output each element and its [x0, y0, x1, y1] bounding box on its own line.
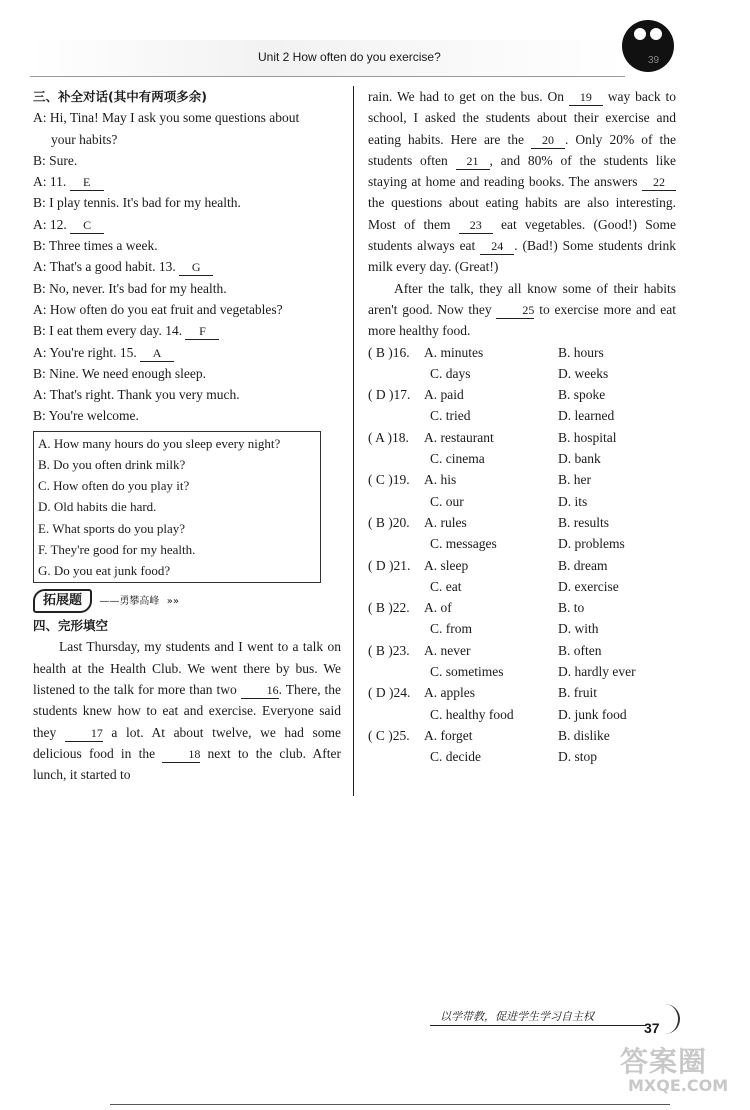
- question-row-2: [368, 363, 676, 384]
- dialog-text: A: That's a good habit. 13.: [33, 259, 176, 275]
- answer-mark: ( A ): [368, 429, 393, 445]
- dialog-text: B: You're welcome.: [33, 408, 139, 424]
- question-row-2: [368, 576, 676, 597]
- banner-tag: 拓展题: [33, 589, 92, 613]
- answer-mark: ( D ): [368, 557, 394, 573]
- option-item: D. Old habits die hard.: [38, 499, 157, 515]
- option-item: A. How many hours do you sleep every night?: [38, 435, 281, 451]
- question-row: [368, 384, 676, 405]
- question-answer: [368, 725, 424, 746]
- section-4-title: 四、完形填空: [33, 618, 109, 634]
- question-row: [368, 469, 676, 490]
- option-c: C. healthy food: [430, 706, 514, 722]
- watermark-url: MXQE.COM: [628, 1076, 729, 1095]
- question-answer: [368, 342, 424, 363]
- option-a: A. sleep: [424, 557, 469, 573]
- question-row: [368, 640, 676, 661]
- option-a: A. restaurant: [424, 429, 494, 445]
- question-answer: [368, 384, 424, 405]
- option-d: D. problems: [558, 536, 625, 552]
- dialog: [33, 107, 341, 426]
- option-d: D. exercise: [558, 578, 619, 594]
- extension-banner: [33, 589, 341, 615]
- question-answer: [368, 512, 424, 533]
- option-a: A. rules: [424, 514, 467, 530]
- cloze-blank: 25: [496, 303, 534, 319]
- option-c: C. from: [430, 621, 472, 637]
- dialog-text: B: Nine. We need enough sleep.: [33, 365, 206, 381]
- footer-slogan: 以学带教，促进学生学习自主权: [440, 1010, 594, 1023]
- question-row: [368, 597, 676, 618]
- cloze-blank: 22: [642, 175, 676, 191]
- passage-text: , and 80% of the students like staying at home and reading books. The answers: [368, 152, 676, 190]
- passage-text: . There, the students knew how to eat and exercise. Everyone said they: [33, 682, 341, 740]
- question-row-2: [368, 746, 676, 767]
- option-c: C. sometimes: [430, 664, 504, 680]
- question-row-2: [368, 661, 676, 682]
- option-c: C. eat: [430, 578, 462, 594]
- right-column: [368, 86, 676, 768]
- cloze-blank: 19: [569, 90, 603, 106]
- passage-text: the questions about eating habits are also interesting. Most of them: [368, 195, 676, 232]
- option-b: B. her: [558, 472, 591, 488]
- dialog-line: [33, 299, 341, 320]
- passage-text: eat vegetables. (Good!) Some students always eat: [368, 216, 676, 254]
- dialog-text: your habits?: [51, 131, 118, 147]
- cloze-blank: 21: [456, 154, 490, 170]
- question-row-2: [368, 448, 676, 469]
- question-list: [368, 342, 676, 768]
- dialog-line: [33, 256, 341, 277]
- dialog-line: [33, 342, 341, 363]
- question-number: 21.: [393, 557, 411, 573]
- question-row: [368, 512, 676, 533]
- page-number: 37: [644, 1020, 660, 1036]
- option-c: C. tried: [430, 408, 471, 424]
- dialog-line: [33, 363, 341, 384]
- option-item: C. How often do you play it?: [38, 478, 190, 494]
- column-divider: [353, 86, 354, 796]
- question-row-2: [368, 704, 676, 725]
- passage-text: After the talk, they all know some of their habits aren't good. Now they: [368, 280, 676, 317]
- question-number: 24.: [393, 685, 411, 701]
- option-b: B. spoke: [558, 387, 606, 403]
- answer-blank: C: [70, 218, 104, 234]
- option-a: A. his: [424, 472, 457, 488]
- dialog-line: [33, 384, 341, 405]
- passage-text: rain. We had to get on the bus. On: [368, 89, 569, 104]
- option-item: F. They're good for my health.: [38, 541, 196, 557]
- cloze-blank: 20: [531, 133, 565, 149]
- question-number: 23.: [392, 642, 410, 658]
- question-row: [368, 342, 676, 363]
- option-b: B. dislike: [558, 727, 610, 743]
- question-number: 17.: [393, 387, 411, 403]
- option-b: B. to: [558, 600, 585, 616]
- answer-mark: ( B ): [368, 514, 393, 530]
- question-row: [368, 682, 676, 703]
- option-d: D. stop: [558, 749, 598, 765]
- question-number: 20.: [392, 514, 410, 530]
- watermark-brand: 答案圈: [620, 1045, 708, 1078]
- answer-mark: ( C ): [368, 472, 393, 488]
- dialog-text: B: I play tennis. It's bad for my health.: [33, 195, 241, 211]
- option-c: C. decide: [430, 749, 481, 765]
- passage-right-2: [368, 278, 676, 342]
- passage-text: Last Thursday, my students and I went to a talk on health at the Health Club. We went there by bus. We listened to the talk for more than two: [33, 639, 341, 698]
- option-d: D. learned: [558, 408, 615, 424]
- dialog-line: [33, 320, 341, 341]
- dialog-line: [33, 405, 341, 426]
- answer-blank: G: [179, 260, 213, 276]
- option-b: B. results: [558, 514, 610, 530]
- passage-left: [33, 636, 341, 785]
- question-number: 18.: [392, 429, 409, 445]
- dialog-text: A: 12.: [33, 216, 67, 232]
- chevrons-icon: »»: [166, 596, 180, 608]
- option-b: B. fruit: [558, 685, 597, 701]
- answer-blank: E: [70, 175, 104, 191]
- option-a: A. minutes: [424, 344, 484, 360]
- cloze-blank: 17: [65, 726, 103, 742]
- option-d: D. with: [558, 621, 599, 637]
- section-3-title: 三、补全对话(其中有两项多余): [33, 89, 207, 104]
- option-a: A. paid: [424, 387, 464, 403]
- dialog-text: A: That's right. Thank you very much.: [33, 387, 240, 403]
- left-column: [33, 86, 341, 786]
- option-c: C. our: [430, 493, 464, 509]
- footer-rule: [430, 1025, 645, 1026]
- dialog-text: B: Sure.: [33, 152, 78, 168]
- option-d: D. weeks: [558, 365, 609, 381]
- question-number: 25.: [392, 727, 410, 743]
- question-number: 16.: [392, 344, 410, 360]
- dialog-text: B: I eat them every day. 14.: [33, 323, 183, 339]
- page-badge: 39: [648, 55, 660, 66]
- question-row: [368, 427, 676, 448]
- question-number: 19.: [392, 472, 410, 488]
- option-c: C. cinema: [430, 451, 485, 467]
- cloze-blank: 23: [459, 218, 493, 234]
- passage-text: a lot. At about twelve, we had some delicious food in the: [33, 724, 341, 761]
- option-a: A. never: [424, 642, 471, 658]
- option-a: A. apples: [424, 685, 475, 701]
- dialog-line: [33, 171, 341, 192]
- option-item: E. What sports do you play?: [38, 520, 186, 536]
- passage-text: way back to school, I asked the students about their exercise and eating habits. Here are the: [368, 89, 676, 147]
- dialog-text: B: Three times a week.: [33, 238, 158, 254]
- option-d: D. hardly ever: [558, 664, 636, 680]
- dialog-text: A: You're right. 15.: [33, 344, 137, 360]
- unit-title: Unit 2 How often do you exercise?: [258, 50, 441, 64]
- question-row-2: [368, 491, 676, 512]
- dialog-line: [33, 278, 341, 299]
- question-row-2: [368, 405, 676, 426]
- option-d: D. its: [558, 493, 588, 509]
- options-box: [33, 431, 321, 583]
- option-item: G. Do you eat junk food?: [38, 562, 171, 578]
- question-row-2: [368, 618, 676, 639]
- passage-text: . Only 20% of the students often: [368, 131, 677, 168]
- question-answer: [368, 682, 424, 703]
- dialog-text: A: 11.: [33, 174, 67, 190]
- answer-mark: ( B ): [368, 642, 393, 658]
- passage-text: . (Bad!) Some students drink milk every day. (Great!): [368, 238, 676, 275]
- question-number: 22.: [392, 600, 410, 616]
- dialog-line: [33, 214, 341, 235]
- dialog-line: [33, 192, 341, 213]
- answer-blank: A: [140, 346, 174, 362]
- dialog-text: B: No, never. It's bad for my health.: [33, 280, 227, 296]
- option-d: D. junk food: [558, 706, 627, 722]
- option-b: B. dream: [558, 557, 608, 573]
- answer-mark: ( B ): [368, 600, 393, 616]
- option-c: C. days: [430, 365, 471, 381]
- answer-blank: F: [185, 324, 219, 340]
- question-row: [368, 555, 676, 576]
- passage-right: [368, 86, 676, 278]
- option-b: B. hospital: [558, 429, 617, 445]
- dialog-line: [33, 107, 341, 128]
- option-item: B. Do you often drink milk?: [38, 456, 186, 472]
- question-row: [368, 725, 676, 746]
- dialog-line: [33, 129, 341, 150]
- cloze-blank: 16: [241, 683, 279, 699]
- passage-text: to exercise more and eat more healthy food.: [368, 301, 676, 339]
- dialog-line: [33, 235, 341, 256]
- option-b: B. hours: [558, 344, 604, 360]
- banner-subtitle: ——勇攀高峰: [99, 596, 160, 608]
- answer-mark: ( D ): [368, 387, 394, 403]
- question-row-2: [368, 533, 676, 554]
- question-answer: [368, 469, 424, 490]
- answer-mark: ( C ): [368, 727, 393, 743]
- cloze-blank: 18: [162, 747, 200, 763]
- question-answer: [368, 555, 424, 576]
- option-a: A. of: [424, 600, 452, 616]
- cloze-blank: 24: [480, 239, 514, 255]
- option-d: D. bank: [558, 451, 601, 467]
- dialog-text: A: Hi, Tina! May I ask you some questions about: [33, 110, 300, 126]
- answer-mark: ( D ): [368, 685, 394, 701]
- dialog-line: [33, 150, 341, 171]
- answer-mark: ( B ): [368, 344, 393, 360]
- bottom-rule: [110, 1104, 670, 1105]
- question-answer: [368, 427, 424, 448]
- option-b: B. often: [558, 642, 602, 658]
- option-a: A. forget: [424, 727, 473, 743]
- passage-text: next to the club. After lunch, it started to: [33, 745, 342, 783]
- dialog-text: A: How often do you eat fruit and vegetables?: [33, 301, 283, 317]
- question-answer: [368, 597, 424, 618]
- option-c: C. messages: [430, 536, 497, 552]
- question-answer: [368, 640, 424, 661]
